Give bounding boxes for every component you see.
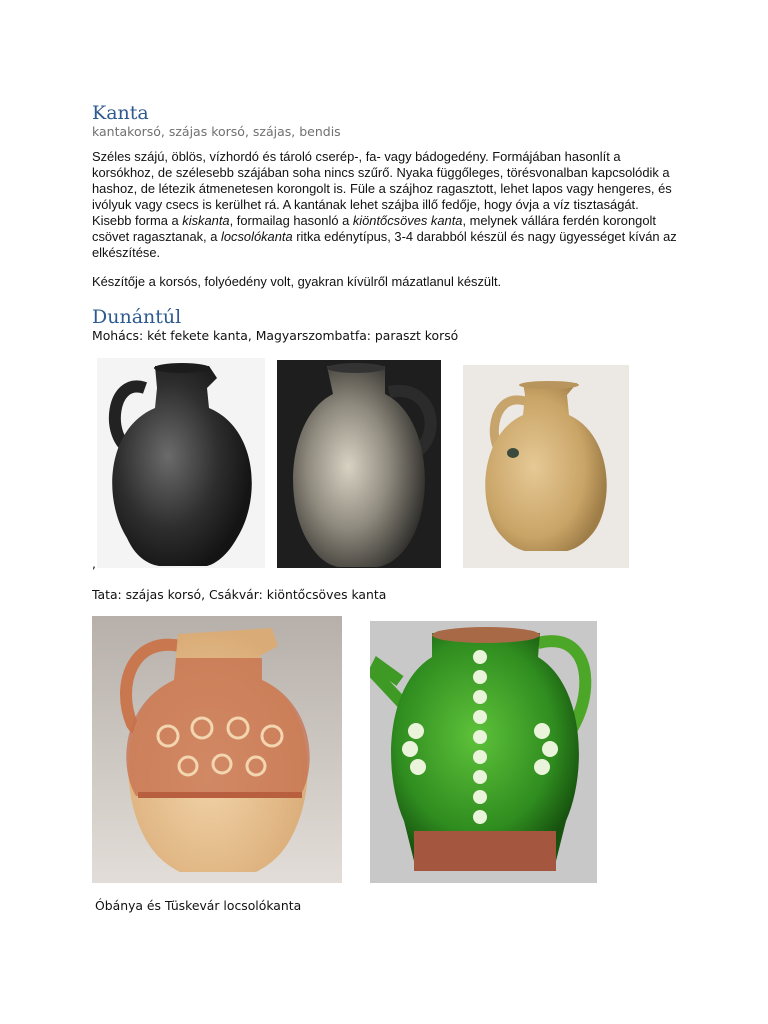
paragraph-line: csövet ragasztanak, a locsolókanta ritka edénytípus, 3-4 darabból készül és nagy ügyességet kíván az — [92, 229, 677, 244]
paragraph-line: korsókhoz, de szélesebb szájában soha nincs szűrő. Nyaka függőleges, törésvonalban kapcsolódik a — [92, 165, 670, 180]
maker-paragraph — [92, 274, 501, 290]
stray-comma: , — [92, 556, 96, 571]
paragraph-line: Széles szájú, öblös, vízhordó és tároló cserép-, fa- vagy bádogedény. Formájában hasonlít a — [92, 149, 621, 164]
painted-terracotta-jug-photo — [92, 616, 342, 883]
green-glazed-spout-jug-photo — [370, 621, 597, 883]
paragraph-line: Kisebb forma a kiskanta, formailag hasonló a kiöntőcsöves kanta, melynek vállára ferdén korongolt — [92, 213, 656, 228]
section-heading: Dunántúl — [92, 306, 182, 328]
page-title: Kanta — [92, 102, 149, 124]
beige-jug-photo — [463, 365, 629, 568]
caption-obanya: Óbánya és Tüskevár locsolókanta — [95, 898, 302, 913]
paragraph-line: hashoz, de létezik átmenetesen korongolt is. Füle a szájhoz ragasztott, lehet lapos vagy hengeres, és — [92, 181, 672, 196]
silver-black-jug-photo — [277, 360, 441, 568]
page-subtitle: kantakorsó, szájas korsó, szájas, bendis — [92, 124, 341, 139]
paragraph-line: elkészítése. — [92, 245, 161, 260]
black-jug-photo — [97, 358, 265, 568]
intro-paragraph — [92, 149, 677, 261]
paragraph-line: Készítője a korsós, folyóedény volt, gyakran kívülről mázatlanul készült. — [92, 274, 502, 289]
paragraph-line: ivólyuk vagy csecs is kerülhet rá. A kantának lehet szájba illő fedője, hogy óvja a víz tisztaságát. — [92, 197, 639, 212]
caption-tata: Tata: szájas korsó, Csákvár: kiöntőcsöves kanta — [92, 587, 387, 602]
caption-mohacs: Mohács: két fekete kanta, Magyarszombatfa: paraszt korsó — [92, 328, 459, 343]
